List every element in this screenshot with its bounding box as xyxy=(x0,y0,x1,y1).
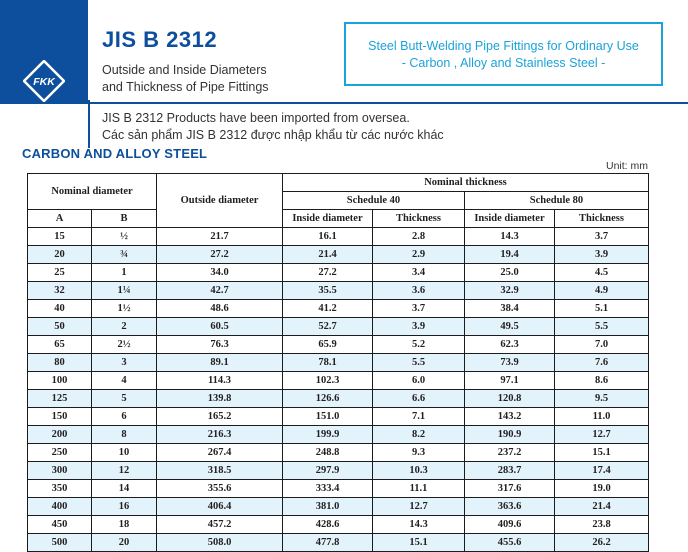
cell-inside-diameter-80: 97.1 xyxy=(465,372,555,390)
header-inside-diameter-80: Inside diameter xyxy=(465,210,555,228)
table-row xyxy=(28,498,649,516)
cell-b: 3 xyxy=(92,354,157,372)
cell-a: 65 xyxy=(28,336,92,354)
unit-label: Unit: mm xyxy=(606,160,648,172)
cell-inside-diameter-40: 151.0 xyxy=(283,408,373,426)
cell-thickness-40: 10.3 xyxy=(373,462,465,480)
cell-thickness-80: 5.5 xyxy=(555,318,649,336)
cell-thickness-80: 15.1 xyxy=(555,444,649,462)
cell-a: 25 xyxy=(28,264,92,282)
cell-thickness-40: 5.5 xyxy=(373,354,465,372)
table-row xyxy=(28,336,649,354)
cell-b: 2½ xyxy=(92,336,157,354)
cell-inside-diameter-40: 41.2 xyxy=(283,300,373,318)
cell-b: 20 xyxy=(92,534,157,552)
cell-inside-diameter-80: 19.4 xyxy=(465,246,555,264)
cell-inside-diameter-80: 25.0 xyxy=(465,264,555,282)
cell-b: ¾ xyxy=(92,246,157,264)
fkk-logo-icon xyxy=(23,60,65,102)
cell-thickness-40: 2.9 xyxy=(373,246,465,264)
cell-outside-diameter: 89.1 xyxy=(157,354,283,372)
cell-inside-diameter-80: 283.7 xyxy=(465,462,555,480)
cell-b: 4 xyxy=(92,372,157,390)
cell-inside-diameter-40: 102.3 xyxy=(283,372,373,390)
cell-thickness-80: 11.0 xyxy=(555,408,649,426)
cell-thickness-40: 9.3 xyxy=(373,444,465,462)
divider-horizontal xyxy=(88,102,688,104)
cell-thickness-40: 11.1 xyxy=(373,480,465,498)
cell-inside-diameter-40: 21.4 xyxy=(283,246,373,264)
cell-outside-diameter: 76.3 xyxy=(157,336,283,354)
cell-thickness-40: 15.1 xyxy=(373,534,465,552)
cell-thickness-40: 3.9 xyxy=(373,318,465,336)
table-row xyxy=(28,408,649,426)
table-row xyxy=(28,516,649,534)
cell-b: 18 xyxy=(92,516,157,534)
cell-a: 32 xyxy=(28,282,92,300)
brand-sidebar xyxy=(0,0,88,104)
header-b: B xyxy=(92,210,157,228)
cell-a: 450 xyxy=(28,516,92,534)
cell-outside-diameter: 216.3 xyxy=(157,426,283,444)
cell-inside-diameter-80: 455.6 xyxy=(465,534,555,552)
header-schedule-40: Schedule 40 xyxy=(283,192,465,210)
table-row xyxy=(28,354,649,372)
table-row xyxy=(28,390,649,408)
cell-b: 14 xyxy=(92,480,157,498)
table-row xyxy=(28,300,649,318)
cell-inside-diameter-80: 32.9 xyxy=(465,282,555,300)
cell-thickness-80: 12.7 xyxy=(555,426,649,444)
cell-thickness-40: 2.8 xyxy=(373,228,465,246)
table-row xyxy=(28,462,649,480)
cell-outside-diameter: 139.8 xyxy=(157,390,283,408)
cell-b: 10 xyxy=(92,444,157,462)
cell-a: 400 xyxy=(28,498,92,516)
table-row xyxy=(28,228,649,246)
divider-vertical xyxy=(88,100,90,148)
intro-line-en: JIS B 2312 Products have been imported from oversea. xyxy=(102,111,410,125)
cell-inside-diameter-40: 428.6 xyxy=(283,516,373,534)
cell-outside-diameter: 457.2 xyxy=(157,516,283,534)
cell-b: 1¼ xyxy=(92,282,157,300)
table-body xyxy=(28,228,649,552)
cell-outside-diameter: 60.5 xyxy=(157,318,283,336)
cell-a: 15 xyxy=(28,228,92,246)
cell-inside-diameter-40: 381.0 xyxy=(283,498,373,516)
cell-a: 200 xyxy=(28,426,92,444)
cell-thickness-80: 23.8 xyxy=(555,516,649,534)
table-row xyxy=(28,282,649,300)
cell-thickness-80: 19.0 xyxy=(555,480,649,498)
cell-inside-diameter-40: 199.9 xyxy=(283,426,373,444)
dimensions-table xyxy=(27,173,649,552)
cell-thickness-80: 3.9 xyxy=(555,246,649,264)
cell-thickness-40: 14.3 xyxy=(373,516,465,534)
cell-b: 1½ xyxy=(92,300,157,318)
cell-b: 5 xyxy=(92,390,157,408)
cell-outside-diameter: 508.0 xyxy=(157,534,283,552)
cell-thickness-80: 26.2 xyxy=(555,534,649,552)
cell-inside-diameter-80: 143.2 xyxy=(465,408,555,426)
subtitle-line-2: and Thickness of Pipe Fittings xyxy=(102,80,269,94)
table-row xyxy=(28,318,649,336)
section-title: CARBON AND ALLOY STEEL xyxy=(22,146,208,161)
header-thickness-40: Thickness xyxy=(373,210,465,228)
cell-outside-diameter: 406.4 xyxy=(157,498,283,516)
page-subtitle xyxy=(102,62,269,96)
table-row xyxy=(28,246,649,264)
cell-inside-diameter-40: 65.9 xyxy=(283,336,373,354)
cell-inside-diameter-40: 35.5 xyxy=(283,282,373,300)
table-row xyxy=(28,480,649,498)
cell-thickness-80: 4.5 xyxy=(555,264,649,282)
cell-outside-diameter: 318.5 xyxy=(157,462,283,480)
table-row xyxy=(28,426,649,444)
cell-thickness-80: 4.9 xyxy=(555,282,649,300)
header-nominal-diameter: Nominal diameter xyxy=(28,174,157,210)
cell-outside-diameter: 355.6 xyxy=(157,480,283,498)
cell-inside-diameter-80: 38.4 xyxy=(465,300,555,318)
cell-inside-diameter-80: 49.5 xyxy=(465,318,555,336)
cell-b: 16 xyxy=(92,498,157,516)
cell-thickness-40: 7.1 xyxy=(373,408,465,426)
cell-a: 300 xyxy=(28,462,92,480)
cell-thickness-40: 6.6 xyxy=(373,390,465,408)
cell-b: 8 xyxy=(92,426,157,444)
cell-a: 350 xyxy=(28,480,92,498)
cell-outside-diameter: 34.0 xyxy=(157,264,283,282)
cell-inside-diameter-40: 52.7 xyxy=(283,318,373,336)
cell-b: 1 xyxy=(92,264,157,282)
subtitle-line-1: Outside and Inside Diameters xyxy=(102,63,267,77)
cell-a: 20 xyxy=(28,246,92,264)
cell-thickness-40: 12.7 xyxy=(373,498,465,516)
cell-inside-diameter-80: 120.8 xyxy=(465,390,555,408)
intro-line-vi: Các sản phẩm JIS B 2312 được nhập khẩu từ các nước khác xyxy=(102,128,444,142)
scope-line-2: - Carbon , Alloy and Stainless Steel - xyxy=(401,56,606,70)
cell-thickness-40: 3.6 xyxy=(373,282,465,300)
cell-thickness-80: 17.4 xyxy=(555,462,649,480)
cell-inside-diameter-80: 409.6 xyxy=(465,516,555,534)
cell-thickness-40: 6.0 xyxy=(373,372,465,390)
cell-inside-diameter-80: 363.6 xyxy=(465,498,555,516)
cell-outside-diameter: 165.2 xyxy=(157,408,283,426)
cell-inside-diameter-40: 333.4 xyxy=(283,480,373,498)
header-inside-diameter-40: Inside diameter xyxy=(283,210,373,228)
logo-text: FKK xyxy=(33,76,55,88)
table-row xyxy=(28,444,649,462)
cell-inside-diameter-80: 317.6 xyxy=(465,480,555,498)
cell-inside-diameter-80: 62.3 xyxy=(465,336,555,354)
table-row xyxy=(28,264,649,282)
cell-a: 125 xyxy=(28,390,92,408)
cell-a: 150 xyxy=(28,408,92,426)
cell-a: 80 xyxy=(28,354,92,372)
cell-inside-diameter-80: 73.9 xyxy=(465,354,555,372)
table-row xyxy=(28,534,649,552)
cell-a: 250 xyxy=(28,444,92,462)
cell-thickness-40: 5.2 xyxy=(373,336,465,354)
cell-inside-diameter-80: 14.3 xyxy=(465,228,555,246)
cell-thickness-40: 8.2 xyxy=(373,426,465,444)
cell-inside-diameter-80: 190.9 xyxy=(465,426,555,444)
cell-inside-diameter-40: 78.1 xyxy=(283,354,373,372)
cell-inside-diameter-40: 248.8 xyxy=(283,444,373,462)
header-schedule-80: Schedule 80 xyxy=(465,192,649,210)
cell-a: 40 xyxy=(28,300,92,318)
cell-outside-diameter: 42.7 xyxy=(157,282,283,300)
cell-thickness-80: 21.4 xyxy=(555,498,649,516)
cell-inside-diameter-40: 477.8 xyxy=(283,534,373,552)
cell-b: 2 xyxy=(92,318,157,336)
cell-a: 500 xyxy=(28,534,92,552)
header-a: A xyxy=(28,210,92,228)
product-scope-box xyxy=(344,22,663,86)
scope-line-1: Steel Butt-Welding Pipe Fittings for Ordinary Use xyxy=(368,39,639,53)
cell-outside-diameter: 48.6 xyxy=(157,300,283,318)
cell-thickness-80: 5.1 xyxy=(555,300,649,318)
header-thickness-80: Thickness xyxy=(555,210,649,228)
cell-thickness-80: 7.0 xyxy=(555,336,649,354)
cell-b: ½ xyxy=(92,228,157,246)
cell-inside-diameter-40: 126.6 xyxy=(283,390,373,408)
intro-text xyxy=(102,110,444,144)
cell-a: 50 xyxy=(28,318,92,336)
cell-inside-diameter-40: 297.9 xyxy=(283,462,373,480)
cell-thickness-80: 3.7 xyxy=(555,228,649,246)
cell-thickness-40: 3.4 xyxy=(373,264,465,282)
table-row xyxy=(28,372,649,390)
cell-thickness-80: 9.5 xyxy=(555,390,649,408)
cell-b: 12 xyxy=(92,462,157,480)
cell-outside-diameter: 27.2 xyxy=(157,246,283,264)
header-nominal-thickness: Nominal thickness xyxy=(283,174,649,192)
page-title: JIS B 2312 xyxy=(102,27,218,52)
cell-thickness-40: 3.7 xyxy=(373,300,465,318)
header-outside-diameter: Outside diameter xyxy=(157,174,283,228)
cell-a: 100 xyxy=(28,372,92,390)
cell-inside-diameter-40: 16.1 xyxy=(283,228,373,246)
cell-thickness-80: 8.6 xyxy=(555,372,649,390)
cell-inside-diameter-80: 237.2 xyxy=(465,444,555,462)
cell-thickness-80: 7.6 xyxy=(555,354,649,372)
cell-inside-diameter-40: 27.2 xyxy=(283,264,373,282)
cell-outside-diameter: 21.7 xyxy=(157,228,283,246)
cell-outside-diameter: 114.3 xyxy=(157,372,283,390)
cell-b: 6 xyxy=(92,408,157,426)
cell-outside-diameter: 267.4 xyxy=(157,444,283,462)
